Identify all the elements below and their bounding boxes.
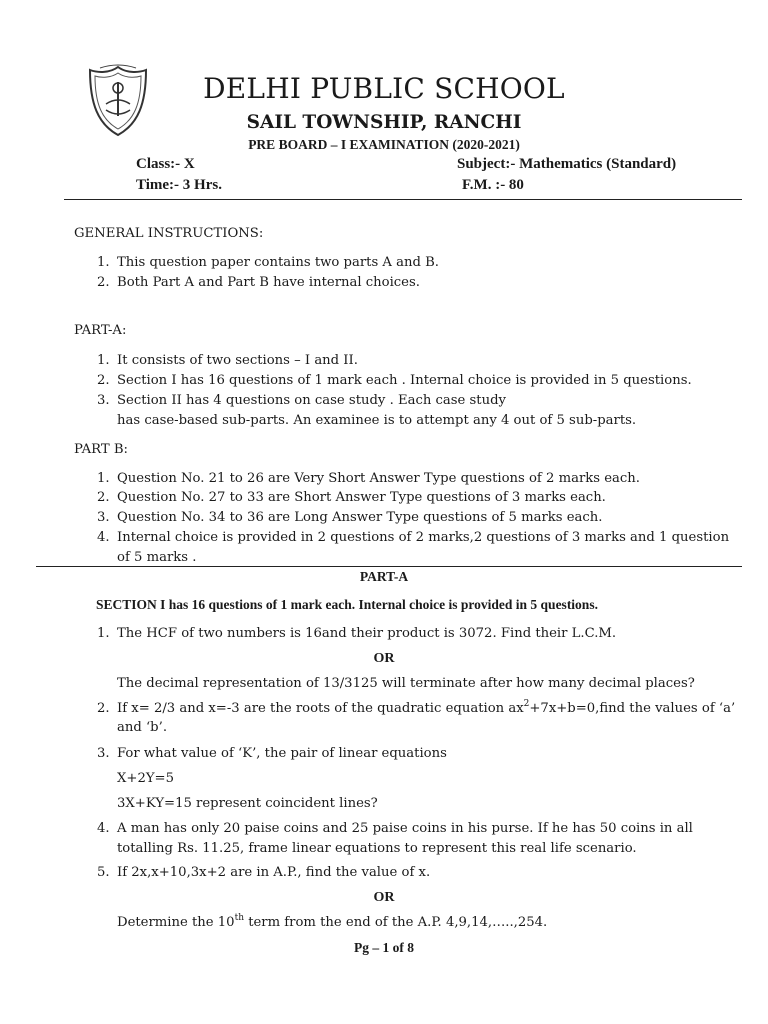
general-instructions-heading: GENERAL INSTRUCTIONS: — [74, 226, 264, 241]
question-5: If 2x,x+10,3x+2 are in A.P., find the value of x. — [117, 865, 431, 880]
part-a-item: It consists of two sections – I and II. — [117, 353, 358, 368]
or-label: OR — [373, 890, 395, 905]
question-number: 2. — [97, 701, 110, 716]
question-1-alternative: The decimal representation of 13/3125 will terminate after how many decimal places? — [117, 676, 695, 691]
question-2-text-continued: +7x+b=0,find the values of ‘a’ — [529, 701, 736, 716]
question-number: 5. — [97, 865, 110, 880]
school-name: DELHI PUBLIC SCHOOL — [203, 72, 565, 105]
part-b-item: Question No. 34 to 36 are Long Answer Type questions of 5 marks each. — [117, 510, 603, 525]
exam-title: PRE BOARD – I EXAMINATION (2020-2021) — [248, 137, 520, 152]
part-a-title: PART-A — [359, 569, 409, 584]
question-4-continued: totalling Rs. 11.25, frame linear equations to represent this real life scenario. — [117, 841, 637, 856]
question-2 — [117, 701, 735, 716]
part-b-item: Question No. 21 to 26 are Very Short Answer Type questions of 2 marks each. — [117, 471, 640, 486]
question-2-superscript: 2 — [523, 699, 530, 709]
question-3: For what value of ‘K’, the pair of linear equations — [117, 746, 447, 761]
question-5-alt-superscript: th — [234, 913, 244, 923]
question-5-alternative — [117, 915, 547, 930]
part-b-item: Internal choice is provided in 2 questions of 2 marks,2 questions of 3 marks and 1 question — [117, 530, 730, 545]
part-b-info-heading: PART B: — [74, 442, 129, 457]
or-label: OR — [373, 651, 395, 666]
part-b-item: Question No. 27 to 33 are Short Answer Type questions of 3 marks each. — [117, 490, 606, 505]
page-number: Pg – 1 of 8 — [354, 940, 414, 955]
subject-label: Subject:- Mathematics (Standard) — [457, 156, 677, 172]
general-item-number: 1. — [97, 255, 110, 270]
part-a-item: Section I has 16 questions of 1 mark each . Internal choice is provided in 5 questions. — [117, 373, 692, 388]
question-4: A man has only 20 paise coins and 25 paise coins in his purse. If he has 50 coins in all — [117, 821, 693, 836]
general-item: This question paper contains two parts A and B. — [117, 255, 439, 270]
part-b-item-number: 2. — [97, 490, 110, 505]
question-5-alt-text-continued: term from the end of the A.P. 4,9,14,…..,254. — [244, 915, 548, 930]
question-number: 4. — [97, 821, 110, 836]
part-divider — [36, 566, 742, 567]
class-label: Class:- X — [136, 156, 195, 172]
general-item: Both Part A and Part B have internal choices. — [117, 275, 420, 290]
section-title: SECTION I has 16 questions of 1 mark each. Internal choice is provided in 5 questions. — [96, 597, 598, 612]
general-item-number: 2. — [97, 275, 110, 290]
part-b-item-continued: of 5 marks . — [117, 550, 197, 565]
part-a-item-number: 2. — [97, 373, 110, 388]
part-a-item-number: 1. — [97, 353, 110, 368]
header-divider — [64, 199, 742, 200]
part-a-item-number: 3. — [97, 393, 110, 408]
question-number: 1. — [97, 626, 110, 641]
question-3-equation-1: X+2Y=5 — [117, 771, 174, 786]
question-2-continued: and ‘b’. — [117, 720, 168, 735]
part-a-info-heading: PART-A: — [74, 323, 127, 338]
question-number: 3. — [97, 746, 110, 761]
question-2-text: If x= 2/3 and x=-3 are the roots of the quadratic equation ax — [117, 701, 524, 716]
part-b-item-number: 3. — [97, 510, 110, 525]
part-a-item: Section II has 4 questions on case study . Each case study — [117, 393, 506, 408]
part-b-item-number: 1. — [97, 471, 110, 486]
campus-name: SAIL TOWNSHIP, RANCHI — [246, 112, 522, 133]
question-5-alt-text: Determine the 10 — [117, 915, 235, 930]
part-b-item-number: 4. — [97, 530, 110, 545]
question-3-equation-2: 3X+KY=15 represent coincident lines? — [117, 796, 378, 811]
part-a-item-continued: has case-based sub-parts. An examinee is to attempt any 4 out of 5 sub-parts. — [117, 413, 637, 428]
marks-label: F.M. :- 80 — [462, 177, 524, 193]
time-label: Time:- 3 Hrs. — [136, 177, 222, 193]
question-1: The HCF of two numbers is 16and their product is 3072. Find their L.C.M. — [117, 626, 617, 641]
